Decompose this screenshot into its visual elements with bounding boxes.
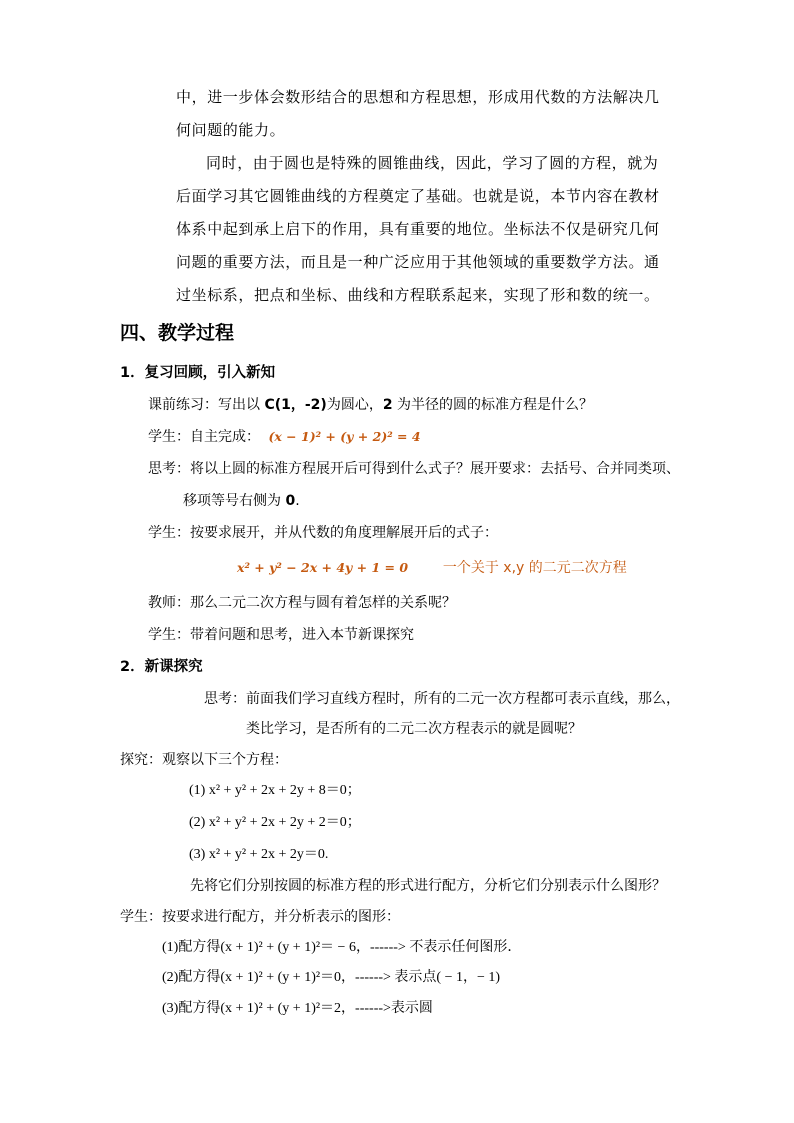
exercise-prefix: 课前练习：写出以 xyxy=(148,397,265,413)
think-line-1: 思考：将以上圆的标准方程展开后可得到什么式子？展开要求：去括号、合并同类项、 xyxy=(148,461,680,477)
think-line-2-suffix: . xyxy=(295,493,300,509)
exercise-line xyxy=(148,395,593,415)
think-line-2-zero: 0 xyxy=(285,493,296,509)
circle-standard-equation: (x − 1)² + (y + 2)² = 4 xyxy=(268,429,421,444)
expanded-equation: x² + y² − 2x + 4y + 1 = 0 xyxy=(237,560,409,575)
explore-line: 探究：观察以下三个方程： xyxy=(120,752,288,768)
part1-title: 1．复习回顾，引入新知 xyxy=(120,365,276,381)
task-line: 先将它们分别按圆的标准方程的形式进行配方，分析它们分别表示什么图形？ xyxy=(190,878,666,894)
result-1: (1)配方得(x + 1)² + (y + 1)²＝ − 6，------> 不表示任何图形． xyxy=(162,940,522,955)
intro-line-7: 过坐标系，把点和坐标、曲线和方程联系起来，实现了形和数的统一。 xyxy=(176,286,660,304)
exercise-center: C(1，-2) xyxy=(264,397,327,413)
expanded-equation-note: 一个关于 x,y 的二元二次方程 xyxy=(442,560,627,576)
student-answer-line xyxy=(148,427,421,447)
intro-line-2: 何问题的能力。 xyxy=(176,121,286,139)
intro-line-3: 同时，由于圆也是特殊的圆锥曲线，因此，学习了圆的方程，就为 xyxy=(206,154,659,172)
intro-line-1: 中，进一步体会数形结合的思想和方程思想，形成用代数的方法解决几 xyxy=(176,88,660,106)
exercise-suffix: 为半径的圆的标准方程是什么？ xyxy=(392,397,594,413)
student-complete-square: 学生：按要求进行配方，并分析表示的图形： xyxy=(120,909,400,925)
intro-line-5: 体系中起到承上启下的作用，具有重要的地位。坐标法不仅是研究几何 xyxy=(176,220,660,238)
expanded-equation-line xyxy=(237,557,627,578)
section-title: 四、教学过程 xyxy=(120,322,235,344)
result-3: (3)配方得(x + 1)² + (y + 1)²＝2，------>表示圆 xyxy=(162,1001,433,1016)
exercise-mid: 为圆心， xyxy=(326,397,383,413)
student-thinking: 学生：带着问题和思考，进入本节新课探究 xyxy=(148,627,414,643)
intro-line-6: 问题的重要方法，而且是一种广泛应用于其他领域的重要数学方法。通 xyxy=(176,253,660,271)
teacher-question: 教师：那么二元二次方程与圆有着怎样的关系呢？ xyxy=(148,595,456,611)
equation-2: (2) x² + y² + 2x + 2y + 2＝0； xyxy=(189,815,361,830)
part2-think-line-1: 思考：前面我们学习直线方程时，所有的二元一次方程都可表示直线，那么， xyxy=(204,691,680,707)
think-line-2 xyxy=(183,491,300,511)
think-line-2-prefix: 移项等号右侧为 xyxy=(183,493,286,509)
equation-1: (1) x² + y² + 2x + 2y + 8＝0； xyxy=(189,783,361,798)
intro-line-4: 后面学习其它圆锥曲线的方程奠定了基础。也就是说，本节内容在教材 xyxy=(176,187,660,205)
result-2: (2)配方得(x + 1)² + (y + 1)²＝0，------> 表示点( − 1，− 1) xyxy=(162,970,501,985)
equation-3: (3) x² + y² + 2x + 2y＝0. xyxy=(189,847,329,862)
part2-think-line-2: 类比学习，是否所有的二元二次方程表示的就是圆呢？ xyxy=(246,721,582,737)
student1-label: 学生：自主完成： xyxy=(148,429,260,445)
student-expand-line: 学生：按要求展开，并从代数的角度理解展开后的式子： xyxy=(148,525,498,541)
part2-title: 2．新课探究 xyxy=(120,659,203,675)
exercise-radius: 2 xyxy=(382,397,393,413)
